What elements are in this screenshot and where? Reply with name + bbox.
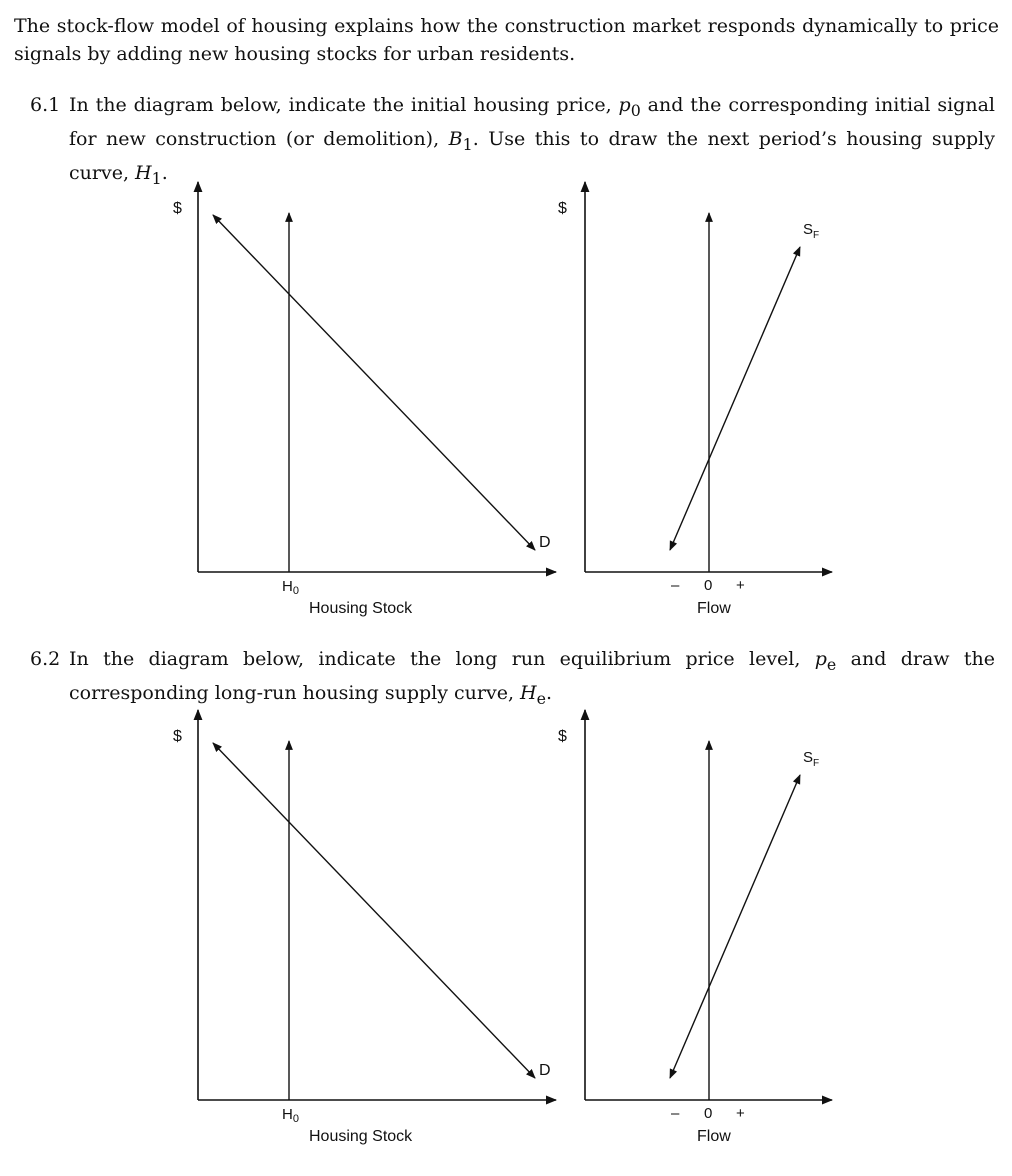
zero-label: 0 — [704, 577, 713, 594]
stock-x-label: Housing Stock — [309, 600, 413, 617]
flow-y-label: $ — [558, 200, 567, 217]
flow-x-label: Flow — [697, 600, 731, 617]
question-text: In the diagram below, indicate the initial housing price, $p_0$ and the corresponding initial signal for new construction (or demolition), $B_1$. Use this to draw the next period’s housing supply curve, $H_1$. — [69, 94, 995, 188]
h0-label: $H_0$ — [282, 1106, 299, 1125]
stock-panel — [173, 182, 556, 617]
sf-label: $S_F$ — [803, 749, 820, 769]
stock-flow-diagram-2 — [0, 698, 1012, 1158]
demand-curve — [213, 215, 535, 550]
stock-flow-diagram-1 — [0, 170, 1012, 630]
demand-label: D — [539, 534, 551, 551]
positive-sign: + — [736, 1105, 745, 1122]
flow-supply-curve — [670, 775, 800, 1078]
sf-label: $S_F$ — [803, 221, 820, 241]
flow-y-label: $ — [558, 728, 567, 745]
question-number: 6.2 — [30, 648, 61, 670]
stock-panel — [173, 710, 556, 1145]
demand-curve — [213, 743, 535, 1078]
flow-panel — [558, 182, 832, 617]
zero-label: 0 — [704, 1105, 713, 1122]
flow-panel — [558, 710, 832, 1145]
stock-y-label: $ — [173, 728, 182, 745]
question-number: 6.1 — [30, 94, 61, 116]
stock-y-label: $ — [173, 200, 182, 217]
demand-label: D — [539, 1062, 551, 1079]
negative-sign: – — [671, 1105, 680, 1122]
negative-sign: – — [671, 577, 680, 594]
h0-label: $H_0$ — [282, 578, 299, 597]
flow-supply-curve — [670, 247, 800, 550]
positive-sign: + — [736, 577, 745, 594]
question-text: In the diagram below, indicate the long run equilibrium price level, $p_e$ and draw the corresponding long-run housing supply curve, $H_e$. — [69, 648, 995, 708]
intro-paragraph: The stock-flow model of housing explains how the construction market responds dynamically to price signals by adding new housing stocks for urban residents. — [14, 15, 999, 65]
stock-x-label: Housing Stock — [309, 1128, 413, 1145]
flow-x-label: Flow — [697, 1128, 731, 1145]
